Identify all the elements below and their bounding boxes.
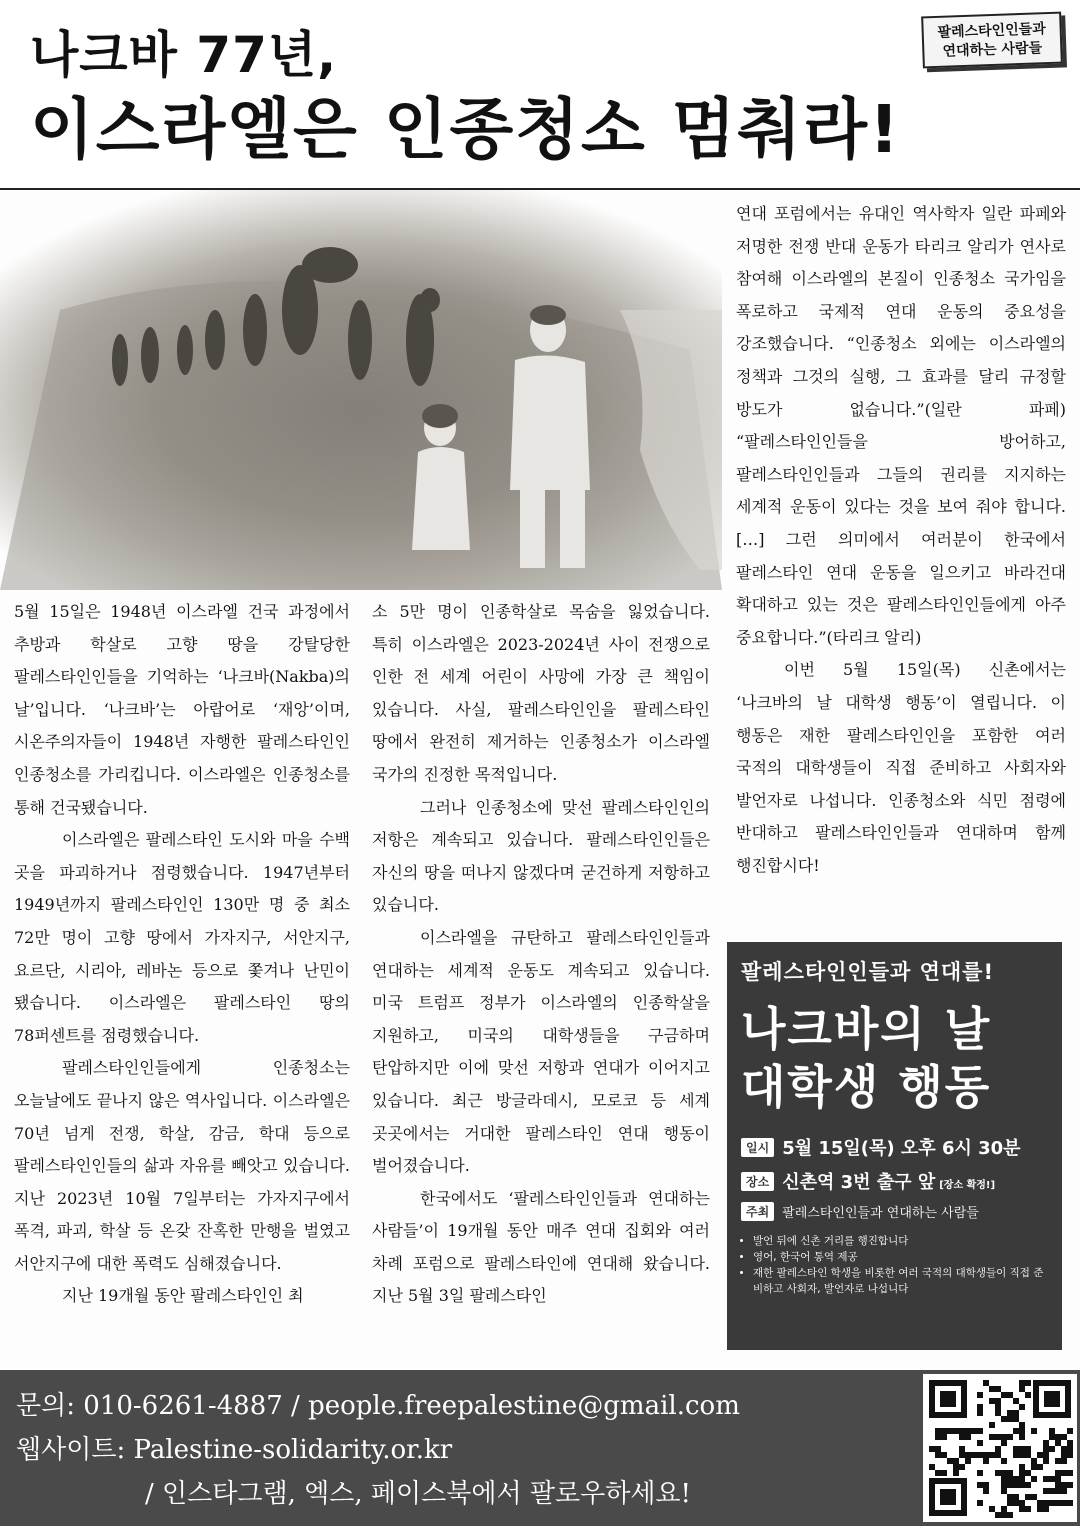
qr-module xyxy=(1025,1446,1031,1452)
qr-module xyxy=(1061,1452,1067,1458)
qr-module xyxy=(1055,1470,1061,1476)
article-column-1 xyxy=(14,596,350,1313)
qr-module xyxy=(1025,1494,1031,1500)
qr-module xyxy=(1049,1434,1055,1440)
qr-module xyxy=(1013,1476,1019,1482)
footer-contact: 문의: 010-6261-4887 / people.freepalestine@gmail.com xyxy=(16,1391,740,1421)
poster-title-line2: 대학생 행동 xyxy=(741,1060,992,1114)
qr-module xyxy=(1019,1470,1025,1476)
poster-bullet: • 영어, 한국어 통역 제공 xyxy=(753,1249,1048,1265)
org-badge xyxy=(921,12,1063,69)
poster-place-value xyxy=(782,1168,995,1194)
qr-module xyxy=(1031,1428,1037,1434)
qr-module xyxy=(1019,1452,1025,1458)
qr-module xyxy=(929,1446,935,1452)
qr-module xyxy=(983,1488,989,1494)
qr-module xyxy=(953,1464,959,1470)
poster-bullet: • 재한 팔레스타인 학생을 비롯한 여러 국적의 대학생들이 직접 준비하고 사회자, 발언자로 나섭니다 xyxy=(753,1265,1048,1297)
qr-module xyxy=(935,1470,941,1476)
qr-module xyxy=(1055,1440,1061,1446)
qr-module xyxy=(977,1482,983,1488)
qr-module xyxy=(1037,1506,1043,1512)
qr-module xyxy=(989,1506,995,1512)
qr-module xyxy=(935,1428,941,1434)
qr-module xyxy=(1013,1494,1019,1500)
qr-module xyxy=(1001,1470,1007,1476)
qr-module xyxy=(1025,1452,1031,1458)
article-column-3 xyxy=(736,198,1066,882)
poster-time-tag: 일시 xyxy=(741,1138,774,1157)
qr-module xyxy=(1049,1476,1055,1482)
qr-module xyxy=(1049,1446,1055,1452)
refugee-march-illustration xyxy=(0,190,722,590)
qr-module xyxy=(971,1452,977,1458)
qr-module xyxy=(1019,1482,1025,1488)
qr-module xyxy=(1067,1470,1073,1476)
qr-module xyxy=(1019,1446,1025,1452)
qr-module xyxy=(1025,1380,1031,1386)
qr-module xyxy=(1019,1380,1025,1386)
qr-module xyxy=(935,1434,941,1440)
qr-module xyxy=(977,1392,983,1398)
qr-module xyxy=(983,1482,989,1488)
poster-place-text: 신촌역 3번 출구 앞 xyxy=(782,1172,936,1193)
qr-module xyxy=(1013,1416,1019,1422)
qr-module xyxy=(995,1386,1001,1392)
qr-module xyxy=(947,1428,953,1434)
qr-module xyxy=(1037,1452,1043,1458)
qr-module xyxy=(1061,1488,1067,1494)
page-title-line1: 나크바 77년, xyxy=(30,26,338,84)
qr-module xyxy=(1025,1392,1031,1398)
qr-module xyxy=(1067,1482,1073,1488)
qr-module xyxy=(1055,1500,1061,1506)
poster-title-line1: 나크바의 날 xyxy=(741,1002,992,1056)
qr-module xyxy=(1019,1434,1025,1440)
footer-website: 웹사이트: Palestine-solidarity.or.kr xyxy=(16,1435,453,1465)
poster-host-value: 팔레스타인인들과 연대하는 사람들 xyxy=(782,1206,979,1221)
qr-module xyxy=(1013,1500,1019,1506)
qr-module xyxy=(1031,1464,1037,1470)
qr-module xyxy=(953,1428,959,1434)
qr-module xyxy=(965,1452,971,1458)
qr-module xyxy=(953,1458,959,1464)
qr-module xyxy=(1037,1500,1043,1506)
qr-module xyxy=(1001,1488,1007,1494)
qr-module xyxy=(1037,1464,1043,1470)
qr-module xyxy=(947,1458,953,1464)
qr-module xyxy=(1031,1476,1037,1482)
qr-module xyxy=(977,1404,983,1410)
qr-module xyxy=(1019,1404,1025,1410)
poster-time-value: 5월 15일(목) 오후 6시 30분 xyxy=(782,1138,1021,1159)
poster-host-row xyxy=(741,1202,1048,1221)
qr-module xyxy=(977,1470,983,1476)
qr-module xyxy=(941,1470,947,1476)
article-paragraph: 지난 19개월 동안 팔레스타인인 최 xyxy=(62,1286,304,1306)
qr-module xyxy=(1007,1410,1013,1416)
qr-module xyxy=(1007,1494,1013,1500)
qr-module xyxy=(1031,1458,1037,1464)
qr-module xyxy=(1067,1440,1073,1446)
article-paragraph: 이번 5월 15일(목) 신촌에서는 ‘나크바의 날 대학생 행동’이 열립니다. 이 행동은 재한 팔레스타인인을 포함한 여러 국적의 대학생들이 직접 준비하고 사회자와 발언자로 나섭니다. 인종청소와 식민 점령에 반대하고 팔레스타인인들과 연대하며 함께 행진합시다! xyxy=(736,660,1066,875)
qr-code-icon[interactable] xyxy=(923,1374,1077,1522)
article-paragraph: 이스라엘을 규탄하고 팔레스타인인들과 연대하는 세계적 운동도 계속되고 있습니다. 미국 트럼프 정부가 이스라엘의 인종학살을 지원하고, 미국의 대학생들을 구금하며 탄압하지만 이에 맞선 저항과 연대가 이어지고 있습니다. 최근 방글라데시, 모로코 등 세계 곳곳에서는 거대한 팔레스타인 연대 행동이 벌어졌습니다. xyxy=(372,927,710,1176)
qr-module xyxy=(1001,1512,1007,1518)
qr-module xyxy=(1067,1446,1073,1452)
qr-module xyxy=(1019,1428,1025,1434)
qr-module xyxy=(1067,1428,1073,1434)
qr-module xyxy=(959,1428,965,1434)
article-paragraph: 소 5만 명이 인종학살로 목숨을 잃었습니다. 특히 이스라엘은 2023-2024년 사이 전쟁으로 인한 전 세계 어린이 사망에 가장 큰 책임이 있습니다. 사실, 팔레스타인인을 팔레스타인 땅에서 완전히 제거하는 인종청소가 이스라엘 국가의 진정한 목적입니다. xyxy=(372,602,710,784)
qr-module xyxy=(941,1434,947,1440)
qr-module xyxy=(1055,1482,1061,1488)
article-paragraph: 한국에서도 ‘팔레스타인인들과 연대하는 사람들’이 19개월 동안 매주 연대 집회와 여러 차례 포럼으로 팔레스타인에 연대해 왔습니다. 지난 5월 3일 팔레스타인 xyxy=(372,1188,710,1306)
qr-module xyxy=(1001,1392,1007,1398)
qr-module xyxy=(1031,1494,1037,1500)
qr-module xyxy=(959,1464,965,1470)
qr-module xyxy=(1061,1434,1067,1440)
qr-module xyxy=(1007,1392,1013,1398)
qr-module xyxy=(995,1434,1001,1440)
qr-module xyxy=(995,1446,1001,1452)
qr-module xyxy=(1019,1506,1025,1512)
qr-module xyxy=(1013,1482,1019,1488)
qr-module xyxy=(1043,1476,1049,1482)
qr-module xyxy=(1001,1476,1007,1482)
qr-module xyxy=(935,1446,941,1452)
poster-headline: 팔레스타인인들과 연대를! xyxy=(741,960,995,984)
qr-module xyxy=(971,1428,977,1434)
qr-module xyxy=(983,1458,989,1464)
qr-module xyxy=(995,1410,1001,1416)
qr-module xyxy=(929,1464,935,1470)
poster-place-row xyxy=(741,1168,1048,1194)
qr-module xyxy=(1007,1434,1013,1440)
qr-module xyxy=(941,1452,947,1458)
qr-module xyxy=(1013,1452,1019,1458)
header xyxy=(0,0,1080,190)
qr-module xyxy=(989,1434,995,1440)
qr-module xyxy=(1001,1434,1007,1440)
qr-module xyxy=(1019,1422,1025,1428)
qr-module xyxy=(1025,1482,1031,1488)
qr-module xyxy=(1055,1488,1061,1494)
qr-module xyxy=(1067,1500,1073,1506)
qr-module xyxy=(953,1470,959,1476)
page-title-line2: 이스라엘은 인종청소 멈춰라! xyxy=(30,91,902,168)
qr-module xyxy=(977,1410,983,1416)
poster-bullet: • 발언 뒤에 신촌 거리를 행진합니다 xyxy=(753,1233,1048,1249)
qr-module xyxy=(1013,1446,1019,1452)
qr-module xyxy=(1007,1470,1013,1476)
article-paragraph: 이스라엘은 팔레스타인 도시와 마을 수백 곳을 파괴하거나 점령했습니다. 1947년부터 1949년까지 팔레스타인인 130만 명 중 최소 72만 명이 고향 땅에서 가자지구, 서안지구, 요르단, 시리아, 레바논 등으로 쫓겨나 난민이 됐습니다. 이스라엘은 팔레스타인 땅의 78퍼센트를 점령했습니다. xyxy=(14,830,350,1045)
qr-module xyxy=(1001,1440,1007,1446)
qr-module xyxy=(1055,1476,1061,1482)
poster-place-tag: 장소 xyxy=(741,1172,774,1191)
qr-module xyxy=(1019,1386,1025,1392)
org-badge-line2: 연대하는 사람들 xyxy=(942,40,1043,60)
qr-module xyxy=(1013,1410,1019,1416)
qr-module xyxy=(941,1428,947,1434)
qr-module xyxy=(1001,1506,1007,1512)
qr-module xyxy=(1061,1458,1067,1464)
qr-module xyxy=(959,1452,965,1458)
qr-module xyxy=(1007,1416,1013,1422)
qr-module xyxy=(977,1440,983,1446)
qr-module xyxy=(935,1452,941,1458)
qr-module xyxy=(1061,1500,1067,1506)
qr-module xyxy=(1043,1446,1049,1452)
qr-module xyxy=(1001,1458,1007,1464)
article-paragraph: 그러나 인종청소에 맞선 팔레스타인인의 저항은 계속되고 있습니다. 팔레스타인인들은 자신의 땅을 떠나지 않겠다며 굳건하게 저항하고 있습니다. xyxy=(372,797,710,915)
poster-host-tag: 주최 xyxy=(741,1202,774,1221)
qr-module xyxy=(1001,1416,1007,1422)
qr-module xyxy=(1043,1500,1049,1506)
poster-place-note: [장소 확정!] xyxy=(939,1180,996,1191)
qr-module xyxy=(1007,1482,1013,1488)
qr-module xyxy=(995,1452,1001,1458)
qr-module xyxy=(965,1434,971,1440)
qr-module xyxy=(1055,1434,1061,1440)
qr-module xyxy=(1049,1500,1055,1506)
qr-module xyxy=(1043,1458,1049,1464)
event-poster xyxy=(727,942,1062,1350)
qr-module xyxy=(977,1428,983,1434)
qr-module xyxy=(1007,1512,1013,1518)
article-paragraph: 연대 포럼에서는 유대인 역사학자 일란 파페와 저명한 전쟁 반대 운동가 타리크 알리가 연사로 참여해 이스라엘의 본질이 인종청소 국가임을 폭로하고 국제적 연대 운동의 중요성을 강조했습니다. “인종청소 외에는 이스라엘의 정책과 그것의 실행, 그 효과를 달리 규정할 방도가 없습니다.”(일란 파페) “팔레스타인인들을 방어하고, 팔레스타인인들과 그들의 권리를 지지하는 세계적 운동이 있다는 것을 보여 줘야 합니다. […] 그런 의미에서 여러분이 한국에서 팔레스타인 연대 운동을 일으키고 바라건대 확대하고 있는 것은 팔레스타인인들에게 아주 중요합니다.”(타리크 알리) xyxy=(736,204,1066,647)
footer-social: / 인스타그램, 엑스, 페이스북에서 팔로우하세요! xyxy=(145,1479,692,1509)
qr-module xyxy=(989,1452,995,1458)
qr-module xyxy=(989,1422,995,1428)
qr-module xyxy=(1043,1488,1049,1494)
qr-module xyxy=(995,1398,1001,1404)
qr-module xyxy=(977,1452,983,1458)
qr-module xyxy=(1067,1452,1073,1458)
qr-module xyxy=(977,1500,983,1506)
footer xyxy=(0,1370,1080,1526)
qr-module xyxy=(983,1452,989,1458)
qr-module xyxy=(995,1470,1001,1476)
qr-code-graphic xyxy=(923,1374,1077,1522)
poster-bullets xyxy=(741,1233,1048,1297)
qr-module xyxy=(959,1446,965,1452)
org-badge-line1: 팔레스타인인들과 xyxy=(937,21,1047,41)
refugee-march-photo xyxy=(0,190,722,590)
qr-module xyxy=(1061,1470,1067,1476)
article-column-2 xyxy=(372,596,710,1313)
qr-module xyxy=(1061,1482,1067,1488)
qr-module xyxy=(965,1458,971,1464)
qr-module xyxy=(1043,1452,1049,1458)
qr-module xyxy=(1013,1398,1019,1404)
qr-module xyxy=(1019,1500,1025,1506)
qr-module xyxy=(1025,1506,1031,1512)
qr-module xyxy=(995,1404,1001,1410)
qr-module xyxy=(1043,1506,1049,1512)
qr-module xyxy=(1001,1482,1007,1488)
qr-module xyxy=(1025,1470,1031,1476)
qr-module xyxy=(1049,1428,1055,1434)
qr-module xyxy=(1049,1488,1055,1494)
qr-module xyxy=(995,1512,1001,1518)
qr-module xyxy=(989,1386,995,1392)
qr-module xyxy=(959,1434,965,1440)
qr-module xyxy=(1019,1476,1025,1482)
qr-module xyxy=(983,1380,989,1386)
qr-module xyxy=(1007,1476,1013,1482)
qr-module xyxy=(989,1398,995,1404)
qr-module xyxy=(1061,1446,1067,1452)
qr-module xyxy=(1019,1464,1025,1470)
article-paragraph: 5월 15일은 1948년 이스라엘 건국 과정에서 추방과 학살로 고향 땅을 강탈당한 팔레스타인인들을 기억하는 ‘나크바(Nakba)의 날’입니다. ‘나크바’는 아랍어로 ‘재앙’이며, 시온주의자들이 1948년 자행한 팔레스타인인 인종청소를 가리킵니다. 이스라엘은 인종청소를 통해 건국됐습니다. xyxy=(14,602,350,817)
qr-module xyxy=(1055,1458,1061,1464)
qr-module xyxy=(1043,1440,1049,1446)
qr-module xyxy=(1007,1500,1013,1506)
poster-time-row xyxy=(741,1134,1048,1160)
qr-module xyxy=(965,1428,971,1434)
article-paragraph: 팔레스타인인들에게 인종청소는 오늘날에도 끝나지 않은 역사입니다. 이스라엘은 70년 넘게 전쟁, 학살, 감금, 학대 등으로 팔레스타인인들의 삶과 자유를 빼앗고 있습니다. 지난 2023년 10월 7일부터는 가자지구에서 폭격, 파괴, 학살 등 온갖 잔혹한 만행을 벌였고 서안지구에 대한 폭력도 심해졌습니다. xyxy=(14,1058,350,1273)
qr-module xyxy=(1013,1428,1019,1434)
